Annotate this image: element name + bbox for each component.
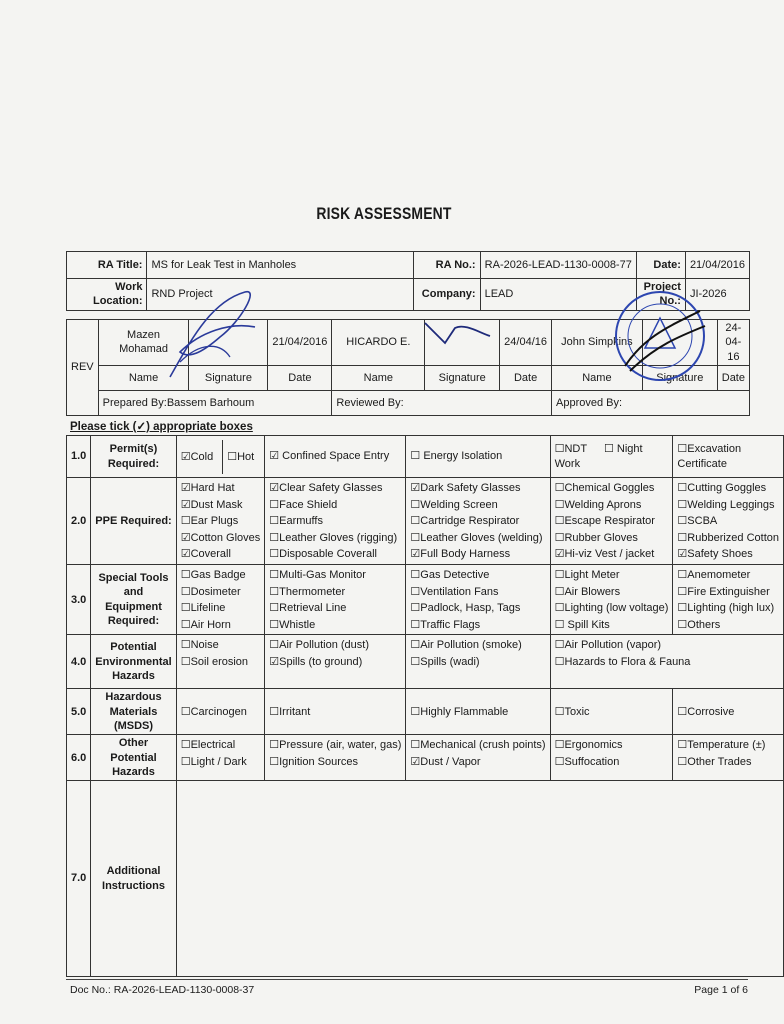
ppe-option[interactable]: ☐Leather Gloves (welding) bbox=[410, 531, 543, 544]
other-option[interactable]: ☐Pressure (air, water, gas) bbox=[269, 739, 402, 752]
other-col-2 bbox=[265, 735, 406, 781]
other-option[interactable]: ☐Mechanical (crush points) bbox=[410, 739, 546, 752]
ppe-col-4 bbox=[550, 478, 673, 565]
section-2-row bbox=[67, 478, 784, 565]
ppe-option[interactable]: ☑Dark Safety Glasses bbox=[410, 482, 521, 494]
rev-label: REV bbox=[67, 320, 99, 416]
date-label: Date: bbox=[636, 252, 685, 279]
ppe-option[interactable]: ☑Cotton Gloves bbox=[180, 531, 261, 544]
ppe-option[interactable]: ☑Clear Safety Glasses bbox=[269, 482, 383, 494]
msds-option[interactable]: ☐Highly Flammable bbox=[406, 689, 550, 735]
ppe-option[interactable]: ☑Hard Hat bbox=[180, 482, 235, 494]
doc-number: Doc No.: RA-2026-LEAD-1130-0008-37 bbox=[70, 984, 255, 996]
other-col-3 bbox=[406, 735, 550, 781]
section-1-label: Permit(s) Required: bbox=[91, 436, 176, 478]
tools-option[interactable]: ☐Air Horn bbox=[180, 618, 231, 631]
permit-ndt-night bbox=[550, 436, 673, 478]
reviewed-name: HICARDO E. bbox=[332, 320, 425, 366]
tools-option[interactable]: ☐Whistle bbox=[269, 618, 316, 631]
ppe-option[interactable]: ☐Rubberized Cotton bbox=[677, 531, 780, 544]
permit-cold[interactable]: ☑Cold bbox=[180, 450, 214, 463]
tools-col-3 bbox=[406, 564, 550, 634]
ppe-option[interactable]: ☑Full Body Harness bbox=[410, 548, 511, 561]
env-option[interactable]: ☑Spills (to ground) bbox=[269, 655, 363, 668]
section-5-label: Hazardous Materials (MSDS) bbox=[91, 689, 176, 735]
permit-energy-isolation[interactable]: ☐ Energy Isolation bbox=[410, 450, 503, 463]
company-value: LEAD bbox=[480, 279, 636, 311]
ppe-option[interactable]: ☐Cartridge Respirator bbox=[410, 515, 520, 528]
permit-excavation[interactable]: ☐Excavation Certificate bbox=[673, 436, 784, 478]
other-col-5 bbox=[673, 735, 784, 781]
reviewed-date: 24/04/16 bbox=[500, 320, 552, 366]
approved-signature bbox=[642, 320, 717, 366]
env-col-3 bbox=[406, 635, 550, 689]
prepared-by: Prepared By:Bassem Barhoum bbox=[98, 390, 332, 415]
other-option[interactable]: ☐Light / Dark bbox=[180, 755, 247, 768]
ppe-option[interactable]: ☐SCBA bbox=[677, 515, 718, 528]
col-name-3: Name bbox=[552, 365, 643, 390]
tools-option[interactable]: ☐Lighting (low voltage) bbox=[554, 602, 669, 615]
tools-col-2 bbox=[265, 564, 406, 634]
ppe-option[interactable]: ☐Disposable Coverall bbox=[269, 548, 377, 561]
env-option[interactable]: ☐Spills (wadi) bbox=[410, 655, 480, 668]
ppe-option[interactable]: ☑Safety Shoes bbox=[677, 548, 753, 561]
ppe-option[interactable]: ☐Leather Gloves (rigging) bbox=[269, 531, 398, 544]
document-title: RISK ASSESSMENT bbox=[316, 204, 452, 223]
col-signature-1: Signature bbox=[189, 365, 268, 390]
work-location-label: Work Location: bbox=[67, 279, 147, 311]
ppe-option[interactable]: ☐Earmuffs bbox=[269, 515, 323, 528]
other-col-4 bbox=[550, 735, 673, 781]
ra-title-value: MS for Leak Test in Manholes bbox=[147, 252, 413, 279]
other-option[interactable]: ☑Dust / Vapor bbox=[410, 755, 481, 768]
msds-option[interactable]: ☐Carcinogen bbox=[176, 689, 265, 735]
section-4-label: Potential Environmental Hazards bbox=[91, 635, 176, 689]
tools-col-5 bbox=[673, 564, 784, 634]
tools-option[interactable]: ☐Ventilation Fans bbox=[410, 585, 499, 598]
col-name-1: Name bbox=[98, 365, 189, 390]
date-value: 21/04/2016 bbox=[685, 252, 749, 279]
section-7-num: 7.0 bbox=[67, 781, 91, 977]
env-option[interactable]: ☐Air Pollution (dust) bbox=[269, 639, 369, 652]
env-option[interactable]: ☐Hazards to Flora & Fauna bbox=[554, 655, 691, 668]
tools-option[interactable]: ☐Padlock, Hasp, Tags bbox=[410, 602, 521, 615]
ppe-option[interactable]: ☑Hi-viz Vest / jacket bbox=[554, 548, 655, 561]
tools-option[interactable]: ☐Lifeline bbox=[180, 602, 226, 615]
footer-divider bbox=[66, 979, 748, 980]
section-5-row bbox=[67, 689, 784, 735]
section-6-row bbox=[67, 735, 784, 781]
env-option[interactable]: ☐Air Pollution (vapor) bbox=[554, 639, 662, 652]
tools-option[interactable]: ☐Air Blowers bbox=[554, 585, 621, 598]
section-7-label: Additional Instructions bbox=[91, 781, 176, 977]
section-5-num: 5.0 bbox=[67, 689, 91, 735]
ppe-option[interactable]: ☐Chemical Goggles bbox=[554, 482, 655, 494]
tools-option[interactable]: ☐Others bbox=[677, 618, 721, 631]
tick-instruction: Please tick (✓) appropriate boxes bbox=[70, 421, 253, 433]
reviewed-by: Reviewed By: bbox=[332, 390, 552, 415]
work-location-value: RND Project bbox=[147, 279, 413, 311]
additional-instructions-area[interactable] bbox=[176, 781, 783, 977]
approved-date: 24-04-16 bbox=[717, 320, 749, 366]
permit-ndt[interactable]: ☐NDT bbox=[554, 443, 587, 456]
permit-hot[interactable]: ☐Hot bbox=[222, 440, 254, 474]
prepared-signature bbox=[189, 320, 268, 366]
tools-option[interactable]: ☐Light Meter bbox=[554, 568, 620, 581]
company-label: Company: bbox=[413, 279, 480, 311]
section-2-num: 2.0 bbox=[67, 478, 91, 565]
env-col-4 bbox=[550, 635, 783, 689]
tools-col-4 bbox=[550, 564, 673, 634]
other-option[interactable]: ☐Ergonomics bbox=[554, 739, 623, 752]
page-number: Page 1 of 6 bbox=[694, 984, 748, 996]
tools-option[interactable]: ☐Dosimeter bbox=[180, 585, 241, 598]
approved-by: Approved By: bbox=[552, 390, 750, 415]
tools-option[interactable]: ☐Fire Extinguisher bbox=[677, 585, 770, 598]
other-option[interactable]: ☐Electrical bbox=[180, 739, 236, 752]
project-no-label: Project No.: bbox=[636, 279, 685, 311]
prepared-date: 21/04/2016 bbox=[268, 320, 332, 366]
env-col-1 bbox=[176, 635, 265, 689]
signature-table bbox=[66, 319, 750, 416]
ppe-option[interactable]: ☐Escape Respirator bbox=[554, 515, 655, 528]
msds-option[interactable]: ☐Corrosive bbox=[673, 689, 784, 735]
ppe-col-5 bbox=[673, 478, 784, 565]
tools-option[interactable]: ☐Anemometer bbox=[677, 568, 751, 581]
other-option[interactable]: ☐Suffocation bbox=[554, 755, 620, 768]
reviewed-signature bbox=[425, 320, 500, 366]
other-option[interactable]: ☐Ignition Sources bbox=[269, 755, 359, 768]
tools-option[interactable]: ☐Lighting (high lux) bbox=[677, 602, 775, 615]
other-option[interactable]: ☐Temperature (±) bbox=[677, 739, 766, 752]
tools-option[interactable]: ☐Gas Detective bbox=[410, 568, 490, 581]
permit-confined[interactable]: ☑ Confined Space Entry bbox=[265, 436, 406, 478]
tools-option[interactable]: ☐Traffic Flags bbox=[410, 618, 481, 631]
ppe-col-2 bbox=[265, 478, 406, 565]
col-date-2: Date bbox=[500, 365, 552, 390]
section-7-row bbox=[67, 781, 784, 977]
ppe-option[interactable]: ☐Rubber Gloves bbox=[554, 531, 638, 544]
permit-cold-hot bbox=[176, 436, 265, 478]
permit-energy bbox=[406, 436, 550, 478]
ppe-option[interactable]: ☐Ear Plugs bbox=[180, 515, 239, 528]
tools-col-1 bbox=[176, 564, 265, 634]
section-6-label: Other Potential Hazards bbox=[91, 735, 176, 781]
header-table bbox=[66, 251, 750, 311]
ppe-option[interactable]: ☐Face Shield bbox=[269, 498, 338, 511]
ppe-option[interactable]: ☑Dust Mask bbox=[180, 498, 243, 511]
col-signature-3: Signature bbox=[642, 365, 717, 390]
ra-no-label: RA No.: bbox=[413, 252, 480, 279]
section-4-num: 4.0 bbox=[67, 635, 91, 689]
other-col-1 bbox=[176, 735, 265, 781]
ppe-option[interactable]: ☐Welding Screen bbox=[410, 498, 498, 511]
ra-title-label: RA Title: bbox=[67, 252, 147, 279]
approved-name: John Simpkins bbox=[552, 320, 643, 366]
env-option[interactable]: ☐Noise bbox=[180, 639, 219, 652]
section-1-num: 1.0 bbox=[67, 436, 91, 478]
env-option[interactable]: ☐Air Pollution (smoke) bbox=[410, 639, 522, 652]
env-option[interactable]: ☐Soil erosion bbox=[180, 655, 249, 668]
col-date-1: Date bbox=[268, 365, 332, 390]
msds-option[interactable]: ☐Irritant bbox=[265, 689, 406, 735]
section-3-label: Special Tools and Equipment Required: bbox=[91, 564, 176, 634]
section-1-row bbox=[67, 436, 784, 478]
project-no-value: JI-2026 bbox=[685, 279, 749, 311]
tools-option[interactable]: ☐Thermometer bbox=[269, 585, 346, 598]
prepared-name: Mazen Mohamad bbox=[98, 320, 189, 366]
ppe-option[interactable]: ☐Welding Aprons bbox=[554, 498, 642, 511]
permit-night[interactable]: ☐ Night Work bbox=[554, 443, 643, 470]
checklist-table bbox=[66, 435, 784, 977]
col-date-3: Date bbox=[717, 365, 749, 390]
env-col-2 bbox=[265, 635, 406, 689]
section-3-num: 3.0 bbox=[67, 564, 91, 634]
ppe-option[interactable]: ☐Welding Leggings bbox=[677, 498, 775, 511]
ppe-option[interactable]: ☑Coverall bbox=[180, 548, 231, 561]
msds-option[interactable]: ☐Toxic bbox=[550, 689, 673, 735]
tools-option[interactable]: ☐ Spill Kits bbox=[554, 618, 610, 631]
section-6-num: 6.0 bbox=[67, 735, 91, 781]
section-2-label: PPE Required: bbox=[91, 478, 176, 565]
section-4-row bbox=[67, 635, 784, 689]
ppe-col-3 bbox=[406, 478, 550, 565]
ppe-option[interactable]: ☐Cutting Goggles bbox=[677, 482, 767, 494]
tools-option[interactable]: ☐Retrieval Line bbox=[269, 602, 347, 615]
ra-no-value: RA-2026-LEAD-1130-0008-77 bbox=[480, 252, 636, 279]
section-3-row bbox=[67, 564, 784, 634]
col-signature-2: Signature bbox=[425, 365, 500, 390]
col-name-2: Name bbox=[332, 365, 425, 390]
other-option[interactable]: ☐Other Trades bbox=[677, 755, 752, 768]
tools-option[interactable]: ☐Gas Badge bbox=[180, 568, 246, 581]
tools-option[interactable]: ☐Multi-Gas Monitor bbox=[269, 568, 366, 581]
ppe-col-1 bbox=[176, 478, 265, 565]
